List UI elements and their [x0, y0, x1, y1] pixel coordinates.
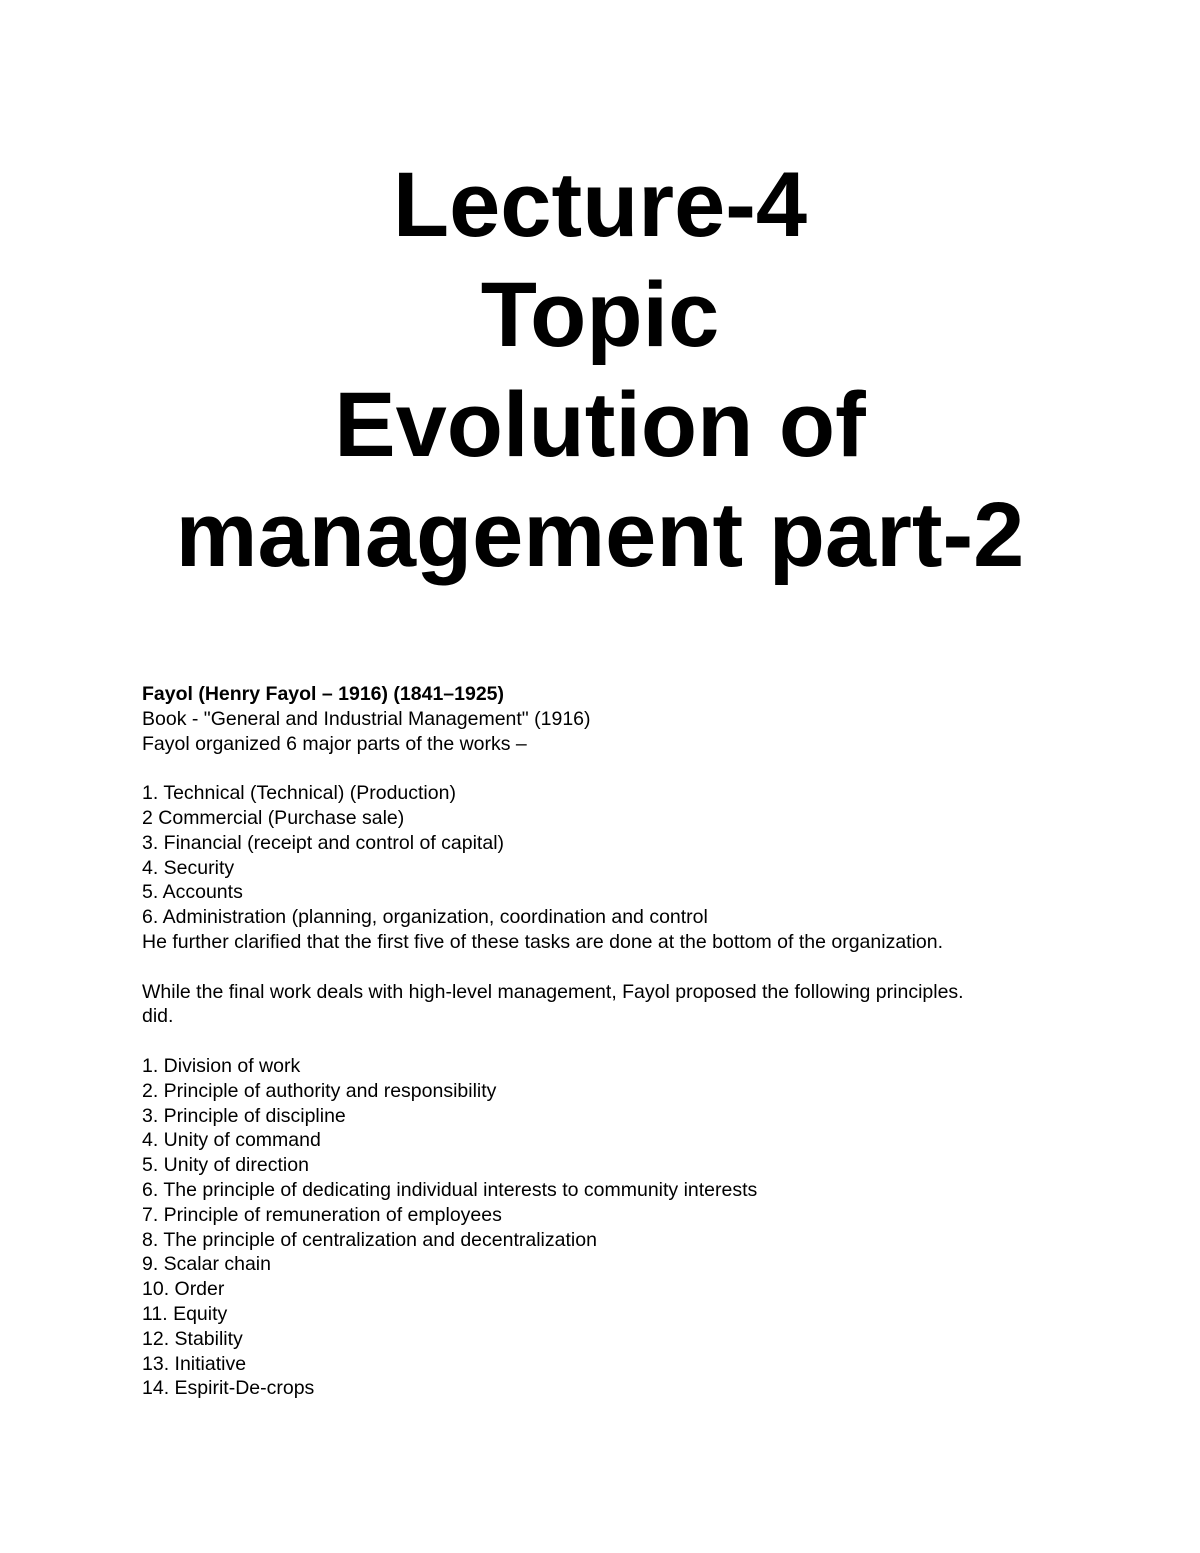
list-item: 3. Principle of discipline [142, 1104, 346, 1127]
list-item: 4. Security [142, 856, 235, 879]
list-item: 9. Scalar chain [142, 1253, 271, 1276]
list-item: 1. Technical (Technical) (Production) [142, 782, 456, 805]
list-item: 4. Unity of command [142, 1129, 321, 1152]
clarification-text: He further clarified that the first five of these tasks are done at the bottom of the organization. [142, 930, 944, 953]
spacer [142, 955, 1082, 980]
title-line-evolution: Evolution of [334, 374, 866, 476]
spacer [142, 756, 1082, 781]
section-heading: Fayol (Henry Fayol – 1916) (1841–1925) [142, 683, 505, 705]
list-item: 10. Order [142, 1278, 225, 1301]
list-item: 2 Commercial (Purchase sale) [142, 806, 405, 829]
document-title [0, 150, 1200, 590]
principles-intro-line1: While the final work deals with high-level management, Fayol proposed the following principles. [142, 980, 964, 1003]
title-line-management: management part-2 [175, 484, 1025, 586]
list-item: 6. The principle of dedicating individual interests to community interests [142, 1178, 758, 1201]
book-reference: Book - "General and Industrial Management" (1916) [142, 707, 591, 730]
list-item: 6. Administration (planning, organization, coordination and control [142, 906, 708, 929]
principles-list [142, 1054, 1082, 1401]
list-item: 2. Principle of authority and responsibility [142, 1079, 497, 1102]
list-item: 13. Initiative [142, 1352, 247, 1375]
document-body [142, 682, 1082, 1401]
list-item: 5. Accounts [142, 881, 243, 904]
list-item: 1. Division of work [142, 1054, 301, 1077]
works-list [142, 781, 1082, 930]
list-item: 14. Espirit-De-crops [142, 1377, 315, 1400]
list-item: 8. The principle of centralization and decentralization [142, 1228, 597, 1251]
title-line-lecture: Lecture-4 [392, 154, 808, 256]
list-item: 7. Principle of remuneration of employees [142, 1203, 502, 1226]
principles-intro-line2: did. [142, 1005, 174, 1028]
works-intro: Fayol organized 6 major parts of the works – [142, 732, 527, 755]
title-line-topic: Topic [480, 264, 720, 366]
list-item: 3. Financial (receipt and control of capital) [142, 831, 505, 854]
list-item: 12. Stability [142, 1327, 243, 1350]
spacer [142, 1029, 1082, 1054]
list-item: 5. Unity of direction [142, 1154, 309, 1177]
list-item: 11. Equity [142, 1302, 228, 1325]
